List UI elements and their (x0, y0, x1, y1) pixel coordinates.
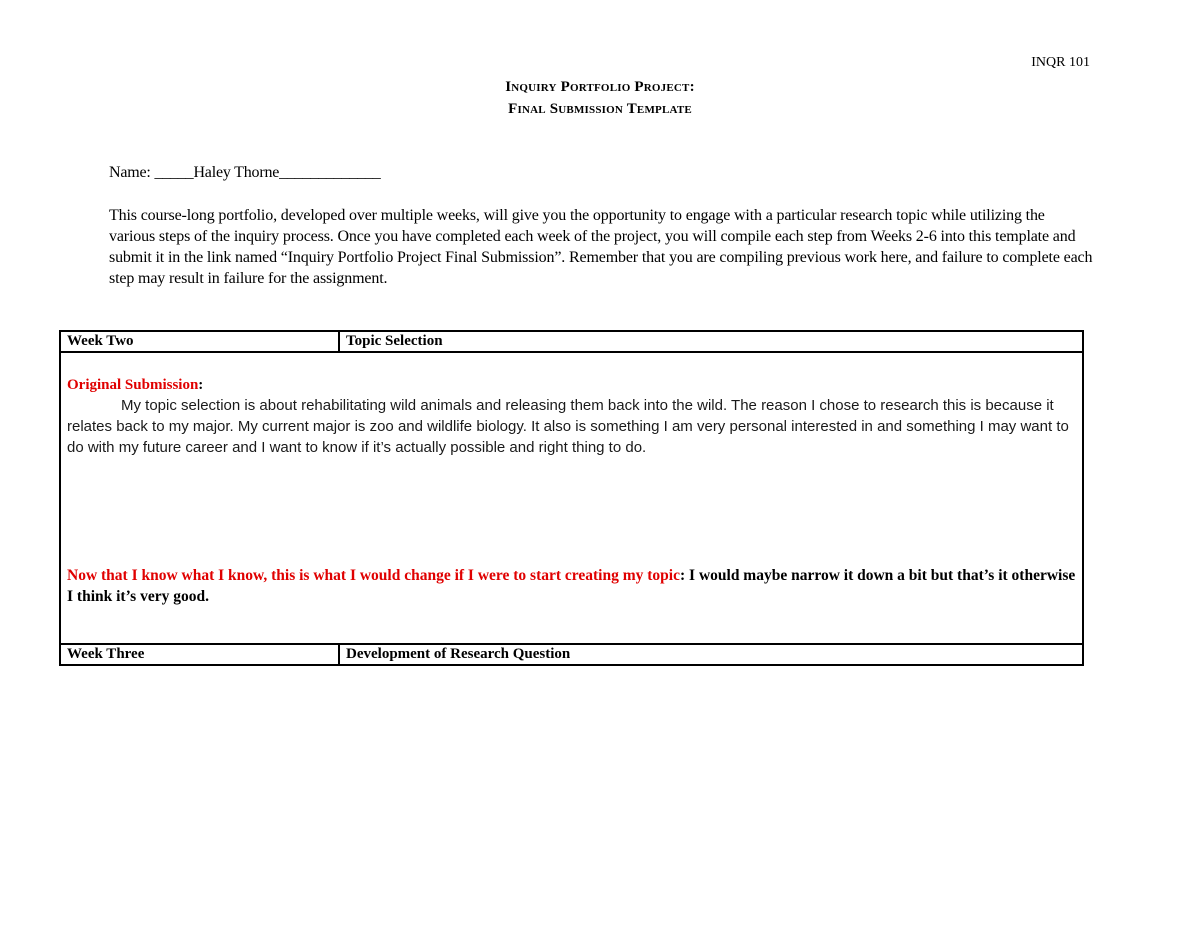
portfolio-table (59, 330, 1084, 666)
week-two-step-label: Topic Selection (339, 331, 1083, 352)
week-two-content-cell (60, 352, 1083, 644)
week-two-content-row (60, 352, 1083, 644)
week-three-label: Week Three (60, 644, 339, 665)
student-name-line: Name: _____Haley Thorne_____________ (109, 164, 381, 181)
original-submission-colon: : (198, 377, 204, 393)
reflection-paragraph (67, 565, 1076, 607)
week-two-header-row (60, 331, 1083, 352)
title-line-2: Final Submission Template (508, 101, 692, 117)
original-submission-text: My topic selection is about rehabilitating wild animals and releasing them back into the wild. The reason I chose to research this is because it relates back to my major. My current major is zoo and wildlife biology. It also is something I am very personal interested in and something I may want to do with my future career and I want to know if it’s actually possible and right thing to do. (67, 397, 1069, 456)
intro-paragraph: This course-long portfolio, developed over multiple weeks, will give you the opportunity to engage with a particular research topic while utilizing the various steps of the inquiry process. Once you have completed each week of the project, you will compile each step from Weeks 2-6 into this template and submit it in the link named “Inquiry Portfolio Project Final Submission”. Remember that you are compiling previous work here, and failure to complete each step may result in failure for the assignment. (109, 207, 1093, 287)
title-line-1: Inquiry Portfolio Project: (505, 79, 695, 95)
original-submission-heading (67, 375, 1076, 395)
document-title (0, 76, 1200, 120)
course-code: INQR 101 (1031, 55, 1090, 70)
week-two-label: Week Two (60, 331, 339, 352)
week-three-header-row (60, 644, 1083, 665)
reflection-label: Now that I know what I know, this is what I would change if I were to start creating my topic (67, 567, 680, 584)
reflection-text: : I would maybe narrow it down a bit but that’s it otherwise I think it’s very good. (67, 567, 1076, 605)
week-three-step-label: Development of Research Question (339, 644, 1083, 665)
original-submission-label: Original Submission (67, 377, 199, 393)
